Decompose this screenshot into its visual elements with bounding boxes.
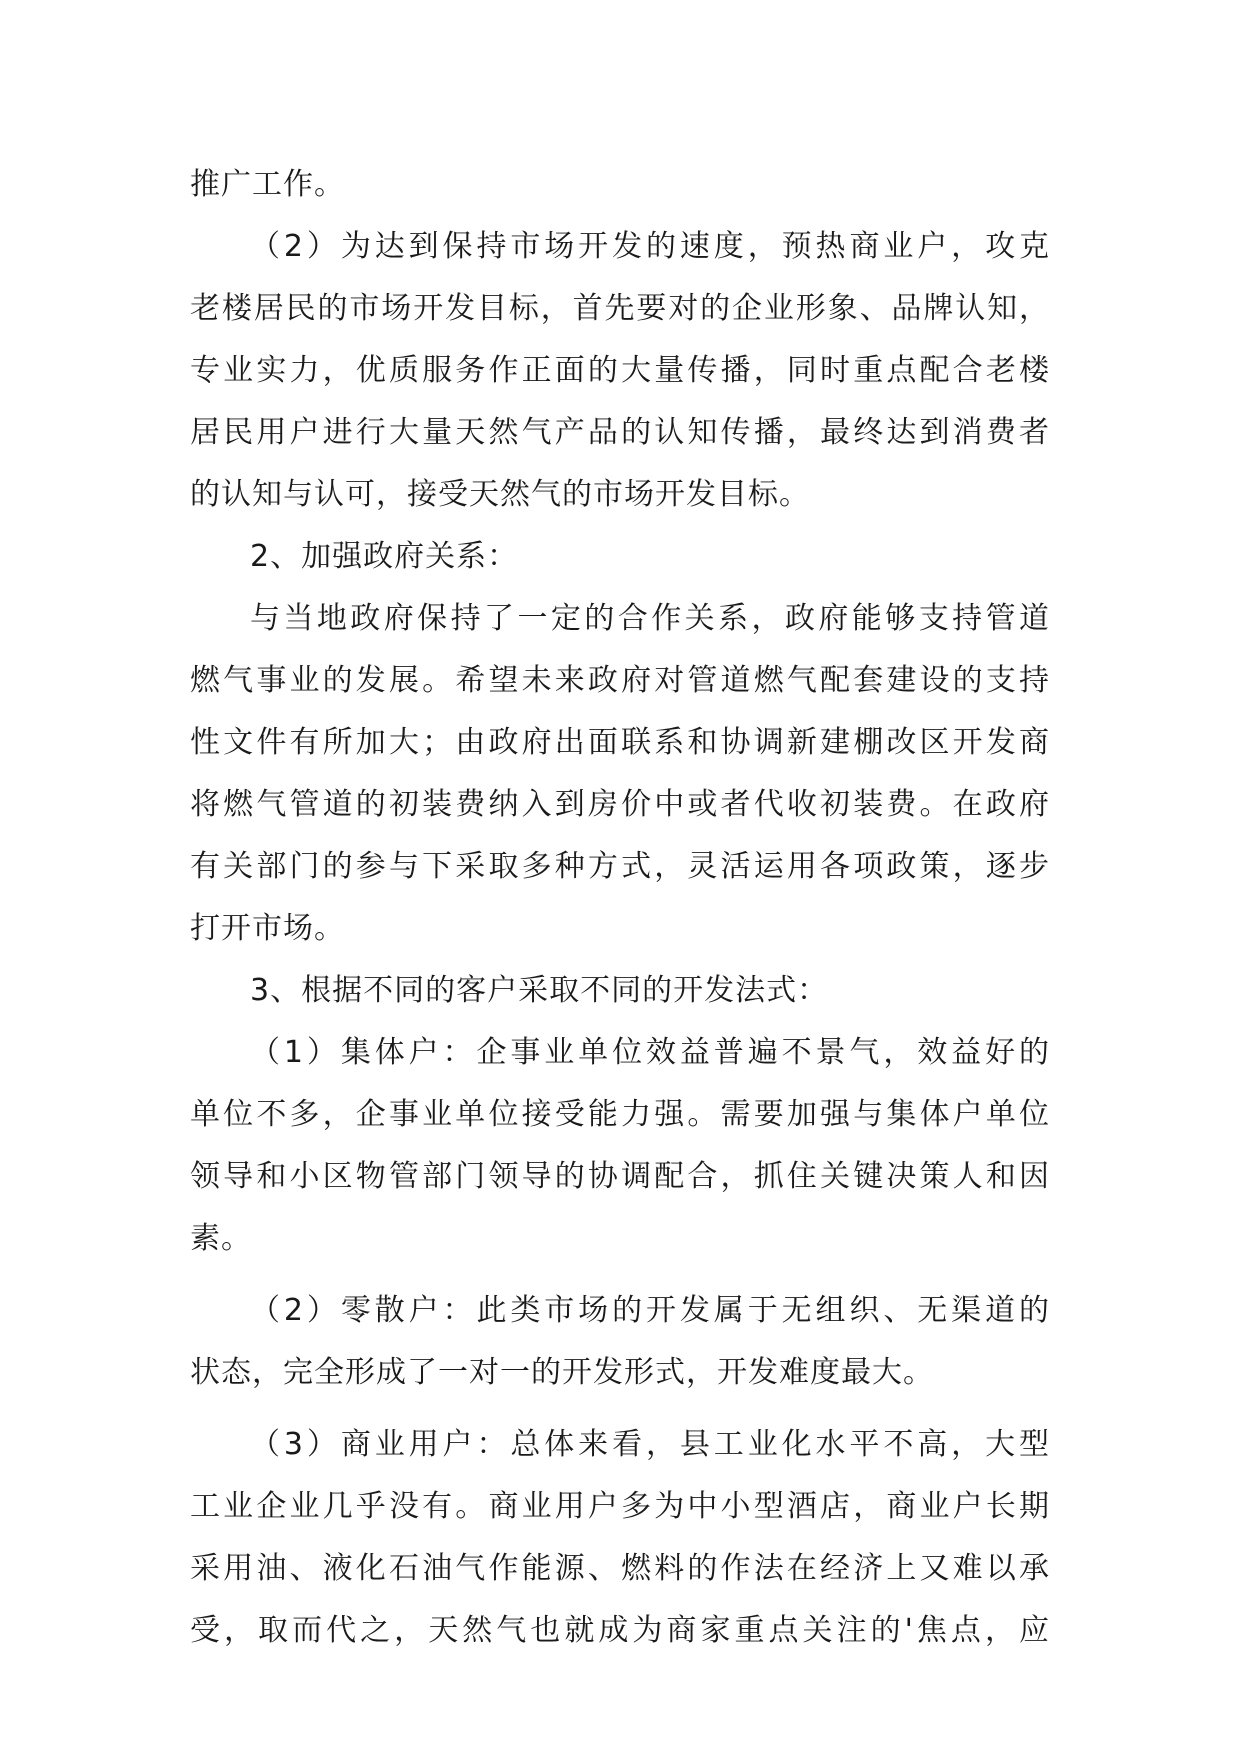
text-line: （3）商业用户：总体来看，县工业化水平不高，大型 — [250, 1427, 1050, 1462]
text-line: 燃气事业的发展。希望未来政府对管道燃气配套建设的支持 — [190, 663, 1050, 698]
section-heading: 3、根据不同的客户采取不同的开发法式： — [250, 973, 829, 1008]
section-heading: 2、加强政府关系： — [250, 539, 519, 574]
text-line: 工业企业几乎没有。商业用户多为中小型酒店，商业户长期 — [190, 1489, 1050, 1524]
text-line: 专业实力，优质服务作正面的大量传播，同时重点配合老楼 — [190, 353, 1050, 388]
text-line: 老楼居民的市场开发目标，首先要对的企业形象、品牌认知， — [190, 291, 1050, 326]
text-line: 状态，完全形成了一对一的开发形式，开发难度最大。 — [190, 1355, 934, 1390]
text-line: 的认知与认可，接受天然气的市场开发目标。 — [190, 477, 810, 512]
text-line: （2）为达到保持市场开发的速度，预热商业户，攻克 — [250, 229, 1050, 264]
text-line: （1）集体户：企事业单位效益普遍不景气，效益好的 — [250, 1035, 1050, 1070]
text-line: 受，取而代之，天然气也就成为商家重点关注的'焦点，应 — [190, 1613, 1050, 1648]
document-body — [190, 154, 1050, 1662]
text-line: 单位不多，企事业单位接受能力强。需要加强与集体户单位 — [190, 1097, 1050, 1132]
text-line: 打开市场。 — [190, 911, 345, 946]
text-line: 居民用户进行大量天然气产品的认知传播，最终达到消费者 — [190, 415, 1050, 450]
text-line: 有关部门的参与下采取多种方式，灵活运用各项政策，逐步 — [190, 849, 1050, 884]
text-line: 将燃气管道的初装费纳入到房价中或者代收初装费。在政府 — [190, 787, 1050, 822]
text-line: 采用油、液化石油气作能源、燃料的作法在经济上又难以承 — [190, 1551, 1050, 1586]
text-line: 性文件有所加大；由政府出面联系和协调新建棚改区开发商 — [190, 725, 1050, 760]
text-line: 领导和小区物管部门领导的协调配合，抓住关键决策人和因 — [190, 1159, 1050, 1194]
text-line: 与当地政府保持了一定的合作关系，政府能够支持管道 — [250, 601, 1050, 636]
text-line: 推广工作。 — [190, 167, 345, 202]
text-line: （2）零散户：此类市场的开发属于无组织、无渠道的 — [250, 1293, 1050, 1328]
text-line: 素。 — [190, 1221, 252, 1256]
